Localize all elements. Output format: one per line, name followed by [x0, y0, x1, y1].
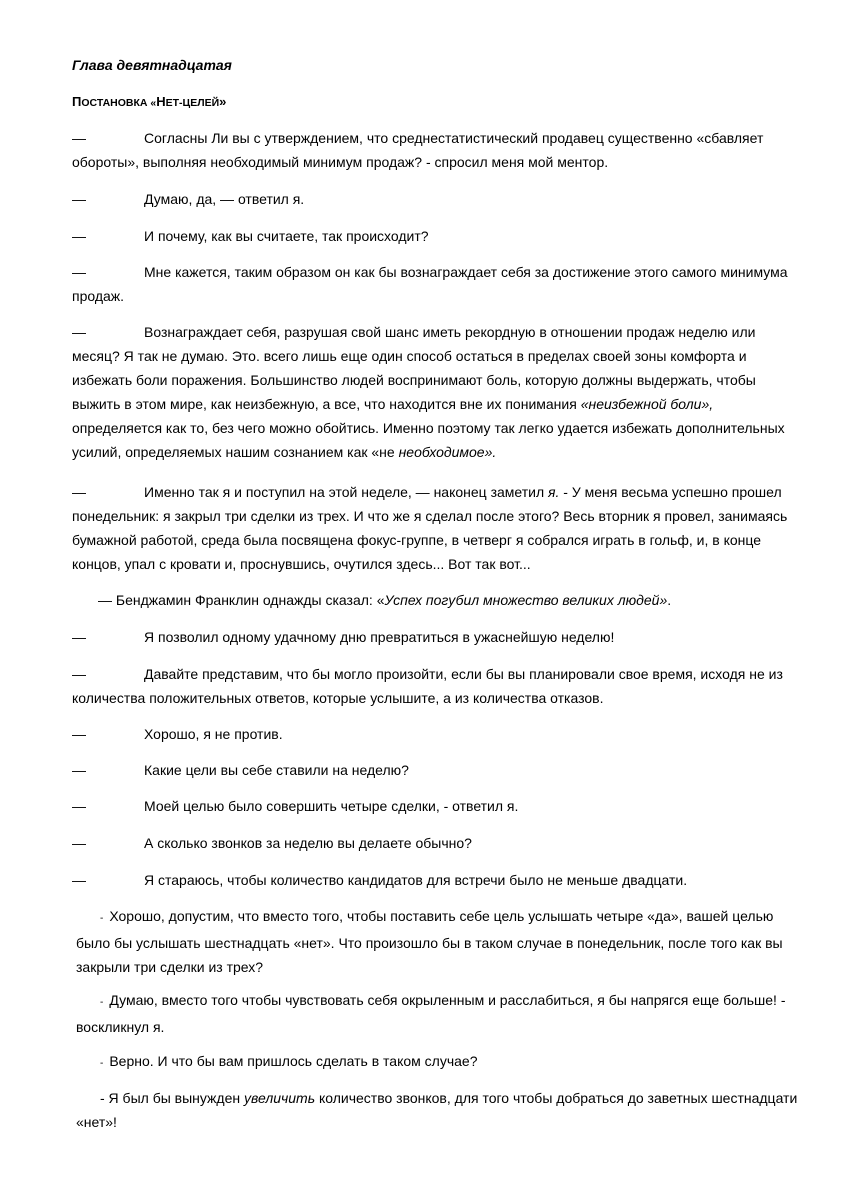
- dialogue-dash: —: [72, 872, 86, 888]
- paragraph-text: Вознаграждает себя, разрушая свой шанс иметь рекордную в отношении продаж неделю или месяц? Я так не думаю. Это. всего лишь еще один способ остаться в пределах своей зоны комфорта и избежать боли поражения. Большинство людей воспринимают боль, которую должны выдержать, чтобы выжить в этом мире, как неизбежную, а все, что находится вне их понимания: [72, 324, 756, 412]
- paragraph-9: [72, 662, 802, 710]
- paragraph-text: Хорошо, допустим, что вместо того, чтобы поставить себе цель услышать четыре «да», вашей целью было бы услышать шестнадцать «нет». Что произошло бы в таком случае в понедельник, после того как вы закрыли три сделки из трех?: [76, 908, 783, 975]
- paragraph-3: [72, 224, 802, 248]
- paragraph-16: [76, 988, 802, 1039]
- paragraph-text: Давайте представим, что бы могло произойти, если бы вы планировали свое время, исходя не из количества положительных ответов, которые услышите, а из количества отказов.: [72, 666, 783, 706]
- paragraph-7-quote: [98, 588, 802, 612]
- dialogue-dash: —: [72, 798, 86, 814]
- short-dash: -: [100, 997, 104, 1008]
- short-dash: -: [100, 1058, 104, 1069]
- paragraph-13: [72, 831, 802, 855]
- paragraph-text-cont: - У меня весьма успешно прошел понедельник: я закрыл три сделки из трех. И что же я сделал после этого? Весь вторник я провел, занимаясь бумажной работой, среда была посвящена фокус-группе, в четверг я собрался играть в гольф, и, в конце концов, упал с кровати и, проснувшись, очутился здесь... Вот так вот...: [72, 484, 788, 572]
- paragraph-14: [72, 868, 802, 892]
- section-title: [72, 94, 226, 109]
- paragraph-2: [72, 187, 802, 211]
- dialogue-dash: —: [72, 484, 86, 500]
- paragraph-text: Хорошо, я не против.: [144, 726, 283, 742]
- paragraph-text: И почему, как вы считаете, так происходит?: [144, 228, 429, 244]
- paragraph-8: [72, 625, 802, 649]
- quote-lead: — Бенджамин Франклин однажды сказал: «: [98, 592, 385, 608]
- paragraph-6: [72, 480, 802, 576]
- paragraph-text: Думаю, да, — ответил я.: [144, 191, 305, 207]
- paragraph-italic-2: необходимое».: [398, 444, 497, 460]
- paragraph-text: Какие цели вы себе ставили на неделю?: [144, 762, 409, 778]
- paragraph-15: [76, 904, 802, 979]
- paragraph-11: [72, 758, 802, 782]
- chapter-title: Глава девятнадцатая: [72, 57, 232, 73]
- paragraph-text: А сколько звонков за неделю вы делаете обычно?: [144, 835, 472, 851]
- paragraph-17: [76, 1049, 802, 1076]
- paragraph-text: Именно так я и поступил на этой неделе, — наконец заметил: [144, 484, 549, 500]
- short-dash: -: [100, 913, 104, 924]
- paragraph-text: Мне кажется, таким образом он как бы вознаграждает себя за достижение этого самого минимума продаж.: [72, 264, 788, 304]
- paragraph-text: Я стараюсь, чтобы количество кандидатов для встречи было не меньше двадцати.: [144, 872, 688, 888]
- dialogue-dash: —: [72, 726, 86, 742]
- paragraph-text: Моей целью было совершить четыре сделки, - ответил я.: [144, 798, 519, 814]
- paragraph-text-cont: определяется как то, без чего можно обойтись. Именно поэтому так легко удается избежать дополнительных усилий, определяемых нашим сознанием как «не: [72, 420, 785, 460]
- dialogue-dash: —: [72, 762, 86, 778]
- dialogue-dash: —: [72, 228, 86, 244]
- paragraph-text: Согласны Ли вы с утверждением, что среднестатистический продавец существенно «сбавляет обороты», выполняя необходимый минимум продаж? - спросил меня мой ментор.: [72, 130, 764, 170]
- paragraph-italic: я.: [548, 484, 560, 500]
- dialogue-dash: —: [72, 629, 86, 645]
- paragraph-5: [72, 320, 802, 464]
- paragraph-lead: - Я был бы вынужден: [100, 1090, 244, 1106]
- paragraph-12: [72, 794, 802, 818]
- paragraph-italic: увеличить: [244, 1090, 316, 1106]
- paragraph-text: Я позволил одному удачному дню превратиться в ужаснейшую неделю!: [144, 629, 615, 645]
- section-title-part-2: ЕТ-ЦЕЛЕЙ: [165, 97, 220, 109]
- paragraph-italic: «неизбежной боли»,: [580, 396, 714, 412]
- dialogue-dash: —: [72, 666, 86, 682]
- paragraph-text: Верно. И что бы вам пришлось сделать в таком случае?: [109, 1053, 478, 1069]
- dialogue-dash: —: [72, 835, 86, 851]
- section-title-cap-1: П: [72, 94, 82, 109]
- paragraph-text: Думаю, вместо того чтобы чувствовать себя окрыленным и расслабиться, я бы напрягся еще больше! - воскликнул я.: [76, 992, 786, 1035]
- paragraph-1: [72, 126, 802, 174]
- dialogue-dash: —: [72, 324, 86, 340]
- paragraph-text-cont: количество звонков, для того чтобы добраться до заветных шестнадцати «нет»!: [76, 1090, 798, 1130]
- dialogue-dash: —: [72, 264, 86, 280]
- dialogue-dash: —: [72, 130, 86, 146]
- quote-italic: Успех погубил множество великих людей»: [384, 592, 668, 608]
- section-title-cap-2: Н: [156, 94, 166, 109]
- paragraph-4: [72, 260, 802, 308]
- paragraph-10: [72, 722, 802, 746]
- quote-end: .: [667, 592, 672, 608]
- dialogue-dash: —: [72, 191, 86, 207]
- section-title-end: »: [219, 94, 227, 109]
- section-title-part-1: ОСТАНОВКА «: [81, 97, 157, 109]
- paragraph-18: [76, 1086, 802, 1134]
